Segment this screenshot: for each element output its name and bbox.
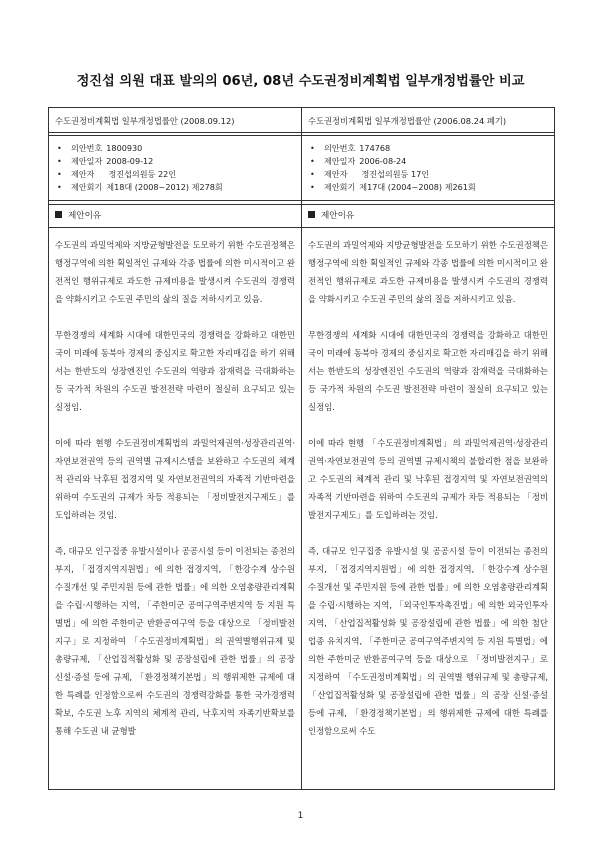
meta-item: • 제안회기 제18대 (2008~2012) 제278회 [57, 182, 223, 192]
meta-item: • 제안회기 제17대 (2004~2008) 제261회 [310, 182, 476, 192]
left-bill-meta [55, 142, 223, 194]
left-column [49, 108, 301, 789]
right-paragraph: 즉, 대규모 인구집중 유발시설 및 공공시설 등이 이전되는 종전의 부지, 「접경지역지원법」에 의한 접경지역, 「한강수계 상수원 수질개선 및 주민지원 등에 관한 법률」에 의한 오염총량관리계획을 수립·시행하는 지역, 「외국인투자촉진법」에 의한 외국인투자지역, 「산업집적활성화 및 공장설립에 관한 법률」에 의한 첨단업종 유치지역, 「주한미군 공여구역주변지역 등 지원 특별법」에 의한 주한미군 반환공여구역 등을 대상으로 「정비발전지구」로 지정하여 「수도권정비계획법」의 권역별 행위규제 및 총량규제, 「산업집적활성화 및 공장설립에 관한 법률」의 공장 신설·증설 등에 규제, 「환경정책기본법」의 행위제한 규제에 대한 특례를 인정함으로써 수도 [308, 546, 548, 736]
left-section-heading: 제안이유 [55, 209, 101, 221]
right-paragraph: 수도권의 과밀억제와 지방균형발전을 도모하기 위한 수도권정책은 행정구역에 의한 획일적인 규제와 각종 법률에 의한 미시적이고 완전적인 행위규제로 과도한 규제비용을 발생시켜 수도권의 경쟁력을 약화시키고 수도권 주민의 삶의 질을 저하시키고 있음. [308, 240, 548, 304]
right-paragraph: 무한경쟁의 세계화 시대에 대한민국의 경쟁력을 강화하고 대한민국이 미래에 동북아 경제의 중심지로 확고한 자리매김을 하기 위해서는 한반도의 성장엔진인 수도권의 역량과 잠재력을 극대화하는 등 국가적 차원의 수도권 발전전략 마련이 절실히 요구되고 있는 실정임. [308, 330, 548, 412]
square-bullet-icon [55, 211, 62, 218]
right-column [302, 108, 554, 789]
meta-item: • 제안자 정진섭의원등 22인 [57, 169, 177, 179]
right-column-header: 수도권정비계획법 일부개정법률안 (2006.08.24 폐기) [308, 116, 507, 126]
comparison-table [48, 107, 555, 790]
meta-item: • 의안번호 174768 [310, 143, 391, 153]
meta-item: • 제안일자 2006-08-24 [310, 156, 407, 166]
left-paragraph: 즉, 대규모 인구집중 유발시설이나 공공시설 등이 이전되는 종전의 부지, 「접경지역지원법」에 의한 접경지역, 「한강수계 상수원 수질개선 및 주민지원 등에 관한 법률」에 의한 오염총량관리계획을 수립·시행하는 지역, 「주한미군 공여구역주변지역 등 지원 특별법」에 의한 주한미군 반환공여구역 등을 대상으로 「정비발전지구」로 지정하여 「수도권정비계획법」의 권역별행위규제 및 총량규제, 「산업집적활성화 및 공장설립에 관한 법률」의 공장 신설·증설 등에 규제, 「환경정책기본법」의 행위제한 규제에 대한 특례를 인정함으로써 수도권의 경쟁력강화를 통한 국가경쟁력 확보, 수도권 노후 지역의 체계적 관리, 낙후지역 자족기반확보를 통해 수도권 내 균형발 [55, 546, 295, 736]
right-bill-meta [308, 142, 476, 194]
document-title: 정진섭 의원 대표 발의의 06년, 08년 수도권정비계획법 일부개정법률안 비교 [76, 74, 525, 89]
left-column-header: 수도권정비계획법 일부개정법률안 (2008.09.12) [55, 116, 235, 126]
left-paragraph: 수도권의 과밀억제와 지방균형발전을 도모하기 위한 수도권정책은 행정구역에 의한 획일적인 규제와 각종 법률에 의한 미시적이고 완전적인 행위규제로 과도한 규제비용을 발생시켜 수도권의 경쟁력을 약화시키고 수도권 주민의 삶의 질을 저하시키고 있음. [55, 240, 295, 304]
square-bullet-icon [308, 211, 315, 218]
meta-item: • 의안번호 1800930 [57, 143, 143, 153]
right-section-heading: 제안이유 [308, 209, 354, 221]
left-paragraph: 무한경쟁의 세계화 시대에 대한민국의 경쟁력을 강화하고 대한민국이 미래에 동북아 경제의 중심지로 확고한 자리매김을 하기 위해서는 한반도의 성장엔진인 수도권의 역량과 잠재력을 극대화하는 등 국가적 차원의 수도권 발전전략 마련이 절실히 요구되고 있는 실정임. [55, 330, 295, 412]
left-paragraph: 이에 따라 현행 수도권정비계획법의 과밀억제권역·성장관리권역·자연보전권역 등의 권역별 규제시스템을 보완하고 수도권의 체계적 관리와 낙후된 접경지역 및 자연보전권역의 자족적 기반마련을 위하여 수도권의 규제가 차등 적용되는 「정비발전지구제도」를 도입하려는 것임. [55, 438, 295, 520]
page-number: 1 [297, 811, 304, 821]
meta-item: • 제안일자 2008-09-12 [57, 156, 154, 166]
right-paragraph: 이에 따라 현행 「수도권정비계획법」의 과밀억제권역·성장관리권역·자연보전권역 등의 권역별 규제시책의 불합리한 점을 보완하고 수도권의 체계적 관리 및 낙후된 접경지역 및 자연보전권역의 자족적 기반마련을 위하여 수도권의 규제가 차등 적용되는 「정비발전지구제도」를 도입하려는 것임. [308, 438, 548, 520]
meta-item: • 제안자 정진섭의원등 17인 [310, 169, 430, 179]
